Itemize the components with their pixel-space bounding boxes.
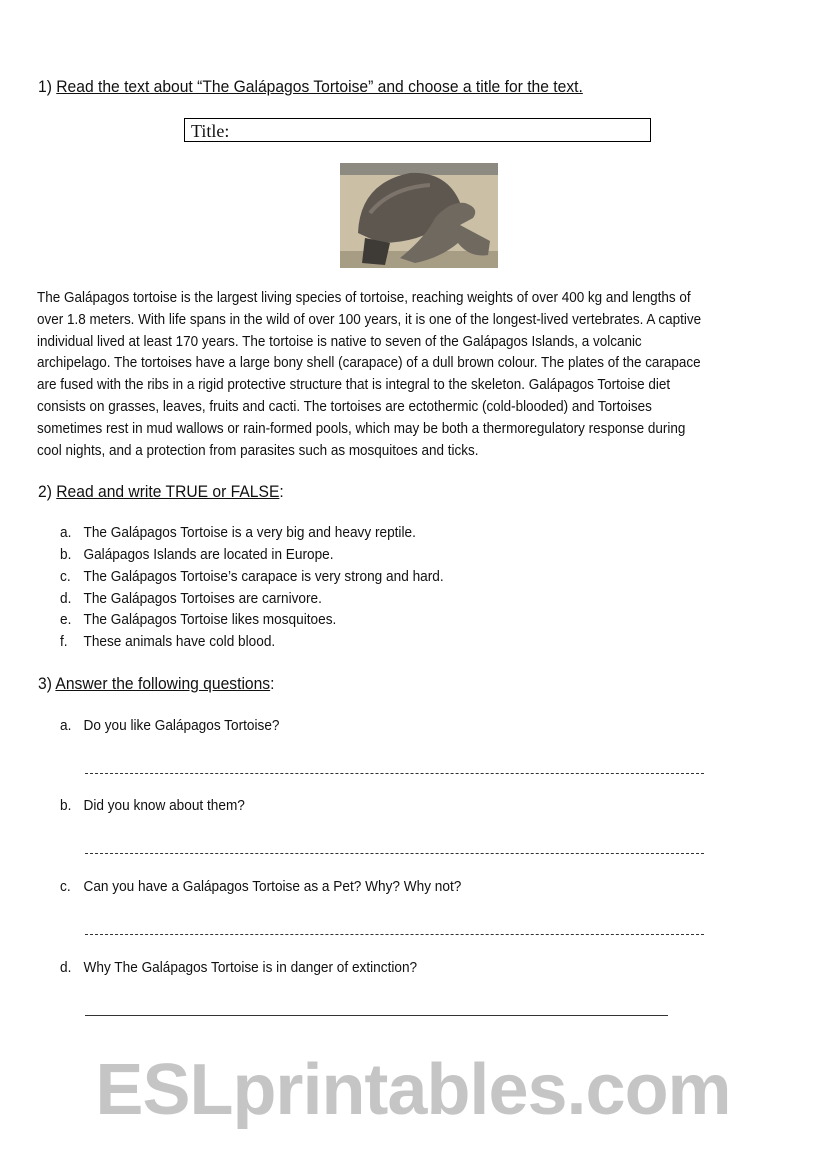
question-item <box>60 718 279 734</box>
item-text: Can you have a Galápagos Tortoise as a Pet? Why? Why not? <box>83 879 462 895</box>
reading-text <box>37 288 772 462</box>
item-letter: b. <box>60 547 72 563</box>
true-false-item <box>60 612 336 628</box>
item-letter: d. <box>60 960 72 976</box>
text-line: cool nights, and a protection from parasites such as mosquitoes and ticks. <box>37 442 479 459</box>
item-text: The Galápagos Tortoises are carnivore. <box>83 591 322 607</box>
text-line: over 1.8 meters. With life spans in the wild of over 100 years, it is one of the longest-lived vertebrates. A captive <box>37 311 702 328</box>
true-false-item <box>60 547 334 563</box>
section-1-heading <box>38 77 583 97</box>
item-text: These animals have cold blood. <box>83 634 276 650</box>
section-suffix: : <box>270 674 275 693</box>
true-false-item <box>60 634 275 650</box>
item-letter: a. <box>60 718 72 734</box>
title-answer-box[interactable] <box>184 118 651 142</box>
section-3-heading <box>38 674 274 694</box>
item-text: Why The Galápagos Tortoise is in danger of extinction? <box>83 960 418 976</box>
section-number: 2) <box>38 482 57 501</box>
question-item <box>60 960 417 976</box>
true-false-item <box>60 591 322 607</box>
section-instruction: Answer the following questions <box>55 674 271 693</box>
section-number: 1) <box>38 77 57 96</box>
item-letter: c. <box>60 569 71 585</box>
answer-line[interactable] <box>85 773 704 774</box>
question-item <box>60 798 245 814</box>
text-line: archipelago. The tortoises have a large bony shell (carapace) of a dull brown colour. The plates of the carapace <box>37 355 701 372</box>
tortoise-photo <box>340 163 498 268</box>
item-letter: f. <box>60 634 68 650</box>
text-line: The Galápagos tortoise is the largest living species of tortoise, reaching weights of over 400 kg and lengths of <box>37 290 691 306</box>
item-letter: e. <box>60 612 72 628</box>
section-instruction: Read and write TRUE or FALSE <box>56 482 280 501</box>
text-line: consists on grasses, leaves, fruits and cacti. The tortoises are ectothermic (cold-blooded) and Tortoises <box>37 398 652 415</box>
item-text: The Galápagos Tortoise is a very big and heavy reptile. <box>83 525 416 541</box>
section-suffix: : <box>279 482 284 501</box>
question-item <box>60 879 461 895</box>
section-number: 3) <box>38 674 56 693</box>
answer-line[interactable] <box>85 934 704 935</box>
item-text: The Galápagos Tortoise likes mosquitoes. <box>83 612 337 628</box>
section-instruction: Read the text about “The Galápagos Tortoise” and choose a title for the text. <box>56 77 583 96</box>
item-text: Did you know about them? <box>83 798 245 814</box>
text-line: individual lived at least 170 years. The tortoise is native to seven of the Galápagos Islands, a volcanic <box>37 333 642 350</box>
item-text: Do you like Galápagos Tortoise? <box>83 718 280 734</box>
text-line: are fused with the ribs in a rigid protective structure that is integral to the skeleton. Galápagos Tortoise diet <box>37 377 671 394</box>
item-text: Galápagos Islands are located in Europe. <box>83 547 334 563</box>
watermark: ESLprintables.com <box>95 1050 731 1130</box>
title-label: Title: <box>191 121 230 141</box>
item-letter: c. <box>60 879 71 895</box>
text-line: sometimes rest in mud wallows or rain-formed pools, which may be both a thermoregulatory response during <box>37 420 686 437</box>
true-false-item <box>60 569 444 585</box>
answer-line[interactable] <box>85 1015 668 1016</box>
item-text: The Galápagos Tortoise’s carapace is very strong and hard. <box>83 569 444 585</box>
item-letter: d. <box>60 591 72 607</box>
item-letter: a. <box>60 525 72 541</box>
section-2-heading <box>38 482 284 502</box>
item-letter: b. <box>60 798 72 814</box>
answer-line[interactable] <box>85 853 704 854</box>
true-false-item <box>60 525 416 541</box>
tortoise-photo-icon <box>340 163 498 268</box>
